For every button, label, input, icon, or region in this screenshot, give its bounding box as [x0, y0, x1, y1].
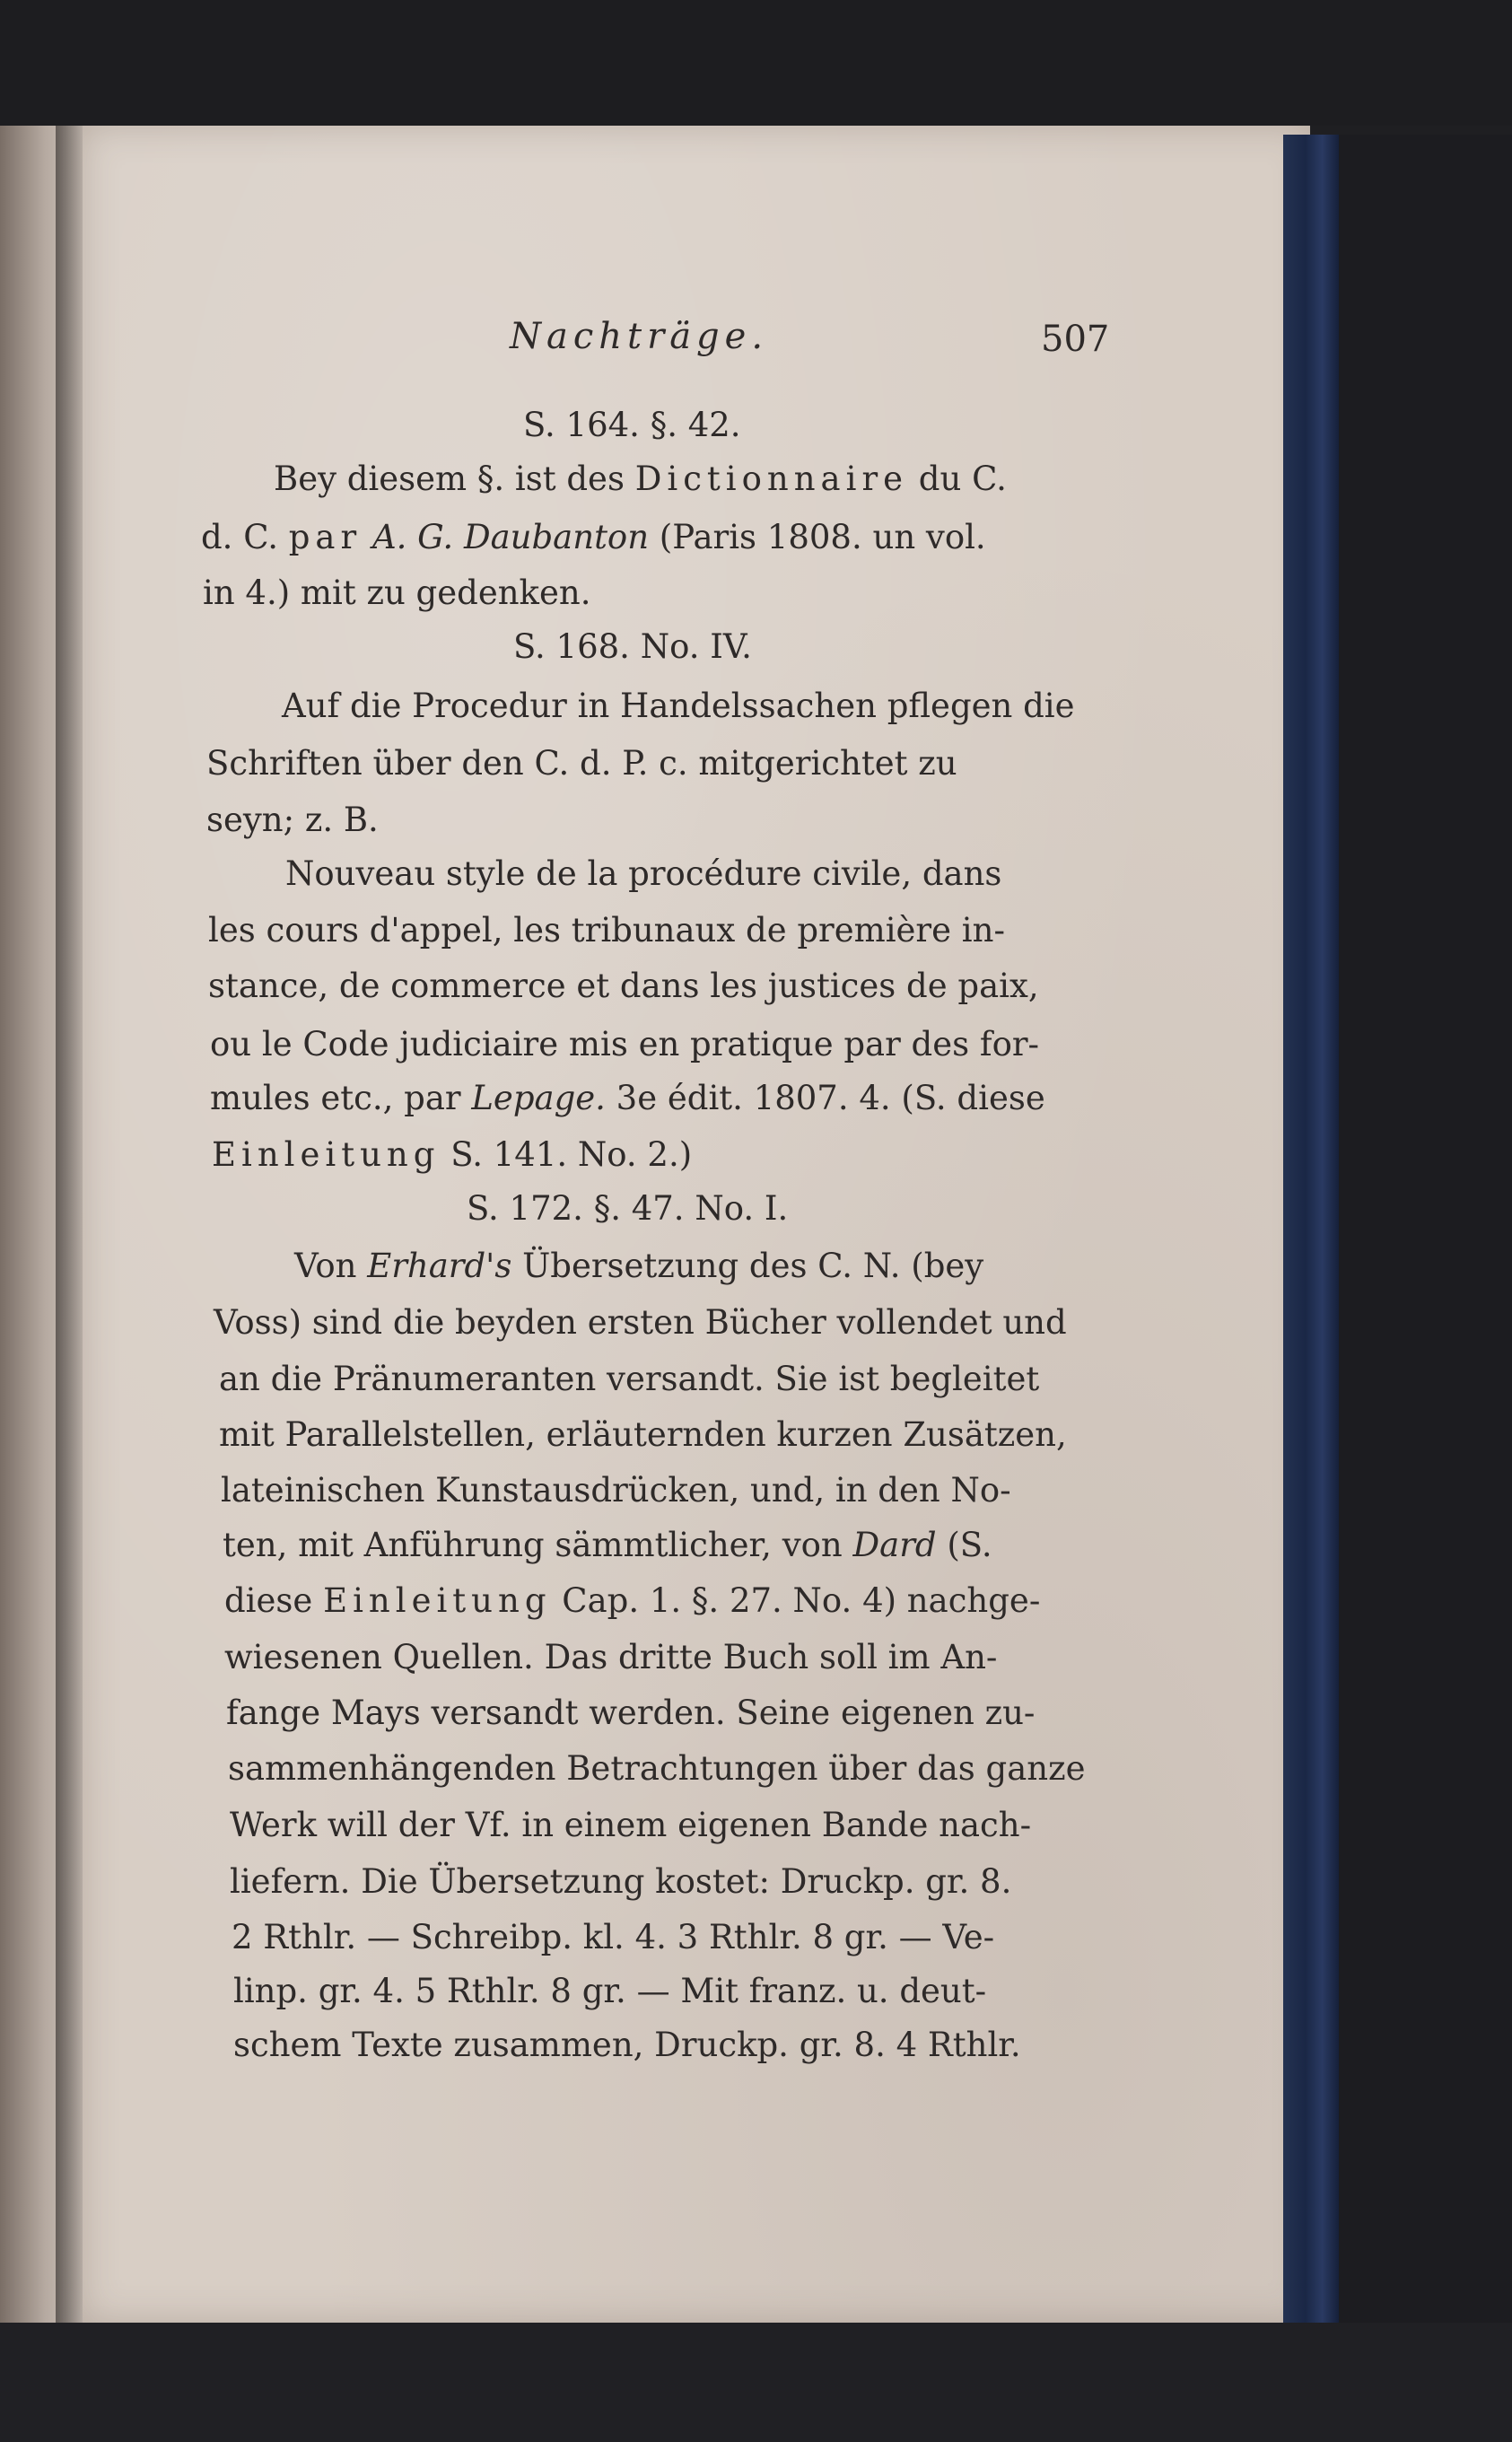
- text-line: [206, 801, 379, 839]
- text-segment: S. 164. §. 42.: [523, 406, 741, 444]
- text-line: [230, 1862, 1012, 1901]
- text-segment: mit Parallelstellen, erläuternden kurzen Zusätzen,: [219, 1415, 1067, 1454]
- text-line: [219, 1415, 1067, 1454]
- text-segment: lateinischen Kunstausdrücken, und, in den No-: [221, 1471, 1011, 1510]
- text-segment: S. 141. No. 2.): [440, 1135, 693, 1174]
- text-segment: Von: [294, 1247, 368, 1285]
- text-segment: les cours d'appel, les tribunaux de première in-: [208, 911, 1005, 950]
- running-title: Nachträge.: [510, 316, 769, 357]
- text-line: [210, 1025, 1040, 1063]
- text-line: [206, 744, 957, 783]
- text-line: [203, 573, 591, 612]
- text-segment: 3e édit. 1807. 4. (S. diese: [605, 1079, 1045, 1117]
- text-segment: schem Texte zusammen, Druckp. gr. 8. 4 Rthlr.: [233, 2026, 1021, 2064]
- text-segment: sammenhängenden Betrachtungen über das ganze: [228, 1749, 1086, 1788]
- text-segment: (S.: [936, 1526, 992, 1564]
- text-line: [221, 1471, 1011, 1510]
- text-line: [224, 1581, 1041, 1620]
- text-line: [228, 1749, 1086, 1788]
- text-segment: Dard: [852, 1526, 937, 1564]
- text-segment: in 4.) mit zu gedenken.: [203, 573, 591, 612]
- text-segment: Cap. 1. §. 27. No. 4) nachge-: [551, 1581, 1041, 1620]
- text-line: [201, 518, 986, 556]
- text-segment: S. 172. §. 47. No. I.: [467, 1189, 789, 1228]
- text-segment: Nouveau style de la procédure civile, dans: [285, 854, 1002, 893]
- text-segment: Erhard's: [367, 1247, 512, 1285]
- text-segment: liefern. Die Übersetzung kostet: Druckp. gr. 8.: [230, 1862, 1012, 1901]
- text-line: [285, 854, 1002, 893]
- text-segment: Einleitung: [212, 1135, 441, 1174]
- text-segment: linp. gr. 4. 5 Rthlr. 8 gr. — Mit franz. u. deut-: [233, 1972, 987, 2010]
- text-line: [282, 687, 1075, 725]
- text-segment: Bey diesem §. ist des: [274, 460, 635, 498]
- text-line: [233, 1974, 986, 2008]
- text-segment: par: [288, 518, 363, 556]
- text-segment: du C.: [908, 460, 1007, 498]
- text-line: [274, 460, 1007, 498]
- text-line: [224, 1638, 998, 1676]
- text-segment: mules etc., par: [210, 1079, 472, 1117]
- text-segment: Auf die Procedur in Handelssachen pflegen die: [282, 687, 1075, 725]
- text-segment: A. G. Daubanton: [371, 518, 650, 556]
- text-line: [208, 911, 1005, 950]
- text-line: [214, 1303, 1067, 1342]
- text-line: [219, 1362, 1039, 1396]
- text-segment: Schriften über den C. d. P. c. mitgerichtet zu: [206, 744, 957, 783]
- text-line: [294, 1247, 984, 1285]
- text-segment: Dictionnaire: [634, 460, 909, 498]
- text-segment: ou le Code judiciaire mis en pratique par des for-: [210, 1025, 1040, 1063]
- text-segment: d. C.: [201, 518, 289, 556]
- text-segment: stance, de commerce et dans les justices de paix,: [208, 967, 1039, 1005]
- text-segment: Werk will der Vf. in einem eigenen Bande nach-: [230, 1806, 1032, 1844]
- text-line: [233, 2026, 1021, 2064]
- text-segment: Voss) sind die beyden ersten Bücher vollendet und: [214, 1303, 1067, 1342]
- text-segment: Lepage.: [471, 1079, 606, 1117]
- text-line: [223, 1528, 992, 1562]
- text-segment: wiesenen Quellen. Das dritte Buch soll im An-: [224, 1638, 998, 1676]
- text-segment: an die Pränumeranten versandt. Sie ist begleitet: [219, 1360, 1040, 1398]
- text-line: [523, 408, 741, 442]
- text-line: [513, 627, 752, 666]
- text-segment: seyn; z. B.: [206, 801, 379, 839]
- text-segment: (Paris 1808. un vol.: [649, 518, 986, 556]
- text-line: [210, 1081, 1045, 1115]
- page-number: 507: [1041, 319, 1110, 360]
- text-line: [230, 1808, 1031, 1842]
- text-segment: fange Mays versandt werden. Seine eigenen zu-: [226, 1694, 1036, 1732]
- text-line: [226, 1694, 1036, 1732]
- text-segment: ten, mit Anführung sämmtlicher, von: [223, 1526, 853, 1564]
- text-line: [208, 967, 1039, 1005]
- text-segment: S. 168. No. IV.: [513, 627, 752, 666]
- text-segment: [362, 518, 372, 556]
- text-line: [232, 1918, 995, 1956]
- text-segment: Übersetzung des C. N. (bey: [511, 1247, 984, 1285]
- text-segment: 2 Rthlr. — Schreibp. kl. 4. 3 Rthlr. 8 gr. — Ve-: [232, 1918, 995, 1956]
- text-segment: diese: [224, 1581, 324, 1620]
- text-line: [467, 1189, 789, 1228]
- text-line: [212, 1135, 693, 1174]
- text-segment: Einleitung: [323, 1581, 552, 1620]
